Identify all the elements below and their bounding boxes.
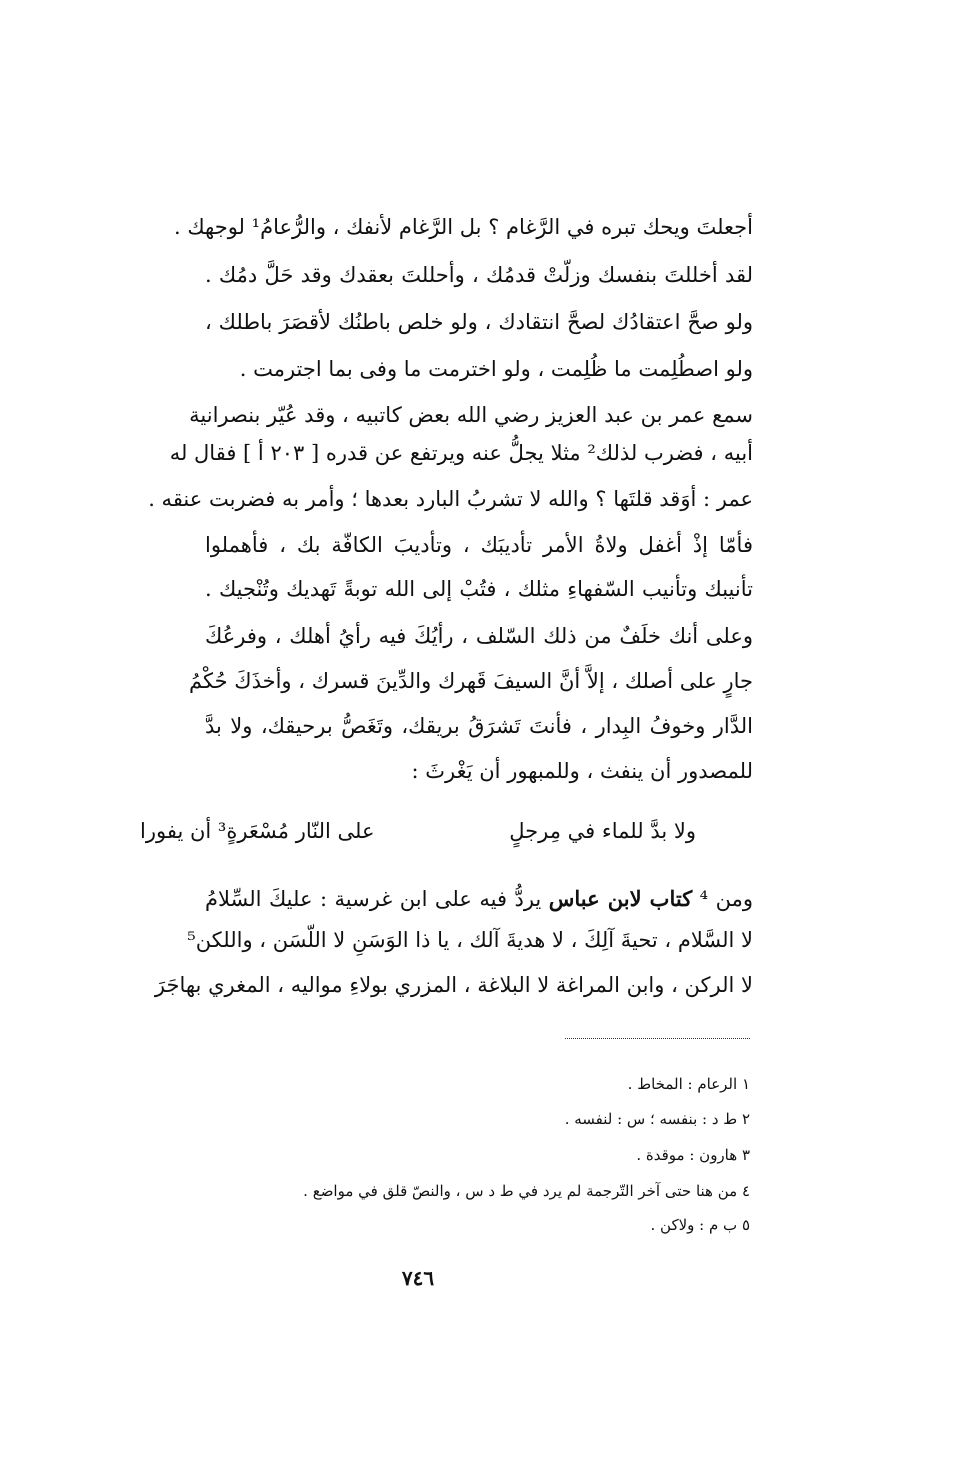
footnote-separator: [565, 1038, 750, 1039]
footnote-item: ٣ هارون : موقدة .: [636, 1146, 750, 1164]
text-line: لا السَّلام ، تحيةَ آلِكَ ، لا هديةَ آلك ، يا ذا الوَسَنِ لا اللّسَن ، واللكن⁵: [187, 928, 753, 952]
text-line: وعلى أنك خلَفٌ من ذلك السّلف ، رأيُكَ فيه رأيُ أهلك ، وفرعُكَ: [205, 624, 753, 648]
text-line: لقد أخللتَ بنفسك وزلّتْ قدمُك ، وأحللتَ بعقدك وقد حَلَّ دمُك .: [205, 263, 753, 287]
page-number: ٧٤٦: [401, 1266, 435, 1290]
footnote-marker: ⁴: [699, 887, 709, 911]
text-line: جارٍ على أصلك ، إلاَّ أنَّ السيفَ قَهرك والدِّينَ قسرك ، وأخذَكَ حُكْمُ: [189, 669, 753, 693]
section-title: كتاب لابن عباس: [548, 886, 693, 911]
poetry-verse: [140, 814, 696, 848]
text-line: أجعلتَ ويحك تبره في الرَّغام ؟ بل الرَّغام لأنفك ، والرُّعامُ¹ لوجهك .: [174, 215, 753, 239]
text-line: ولو صحَّ اعتقادُك لصحَّ انتقادك ، ولو خلص باطنُك لأقصَرَ باطلك ،: [205, 310, 753, 334]
text-line: [205, 884, 753, 914]
verse-first-hemistich: ولا بدَّ للماء في مِرجلٍ: [509, 819, 696, 843]
footnote-item: ٢ ط د : بنفسه ؛ س : لنفسه .: [564, 1110, 750, 1128]
paragraph-lead: ومن: [715, 887, 753, 911]
verse-second-hemistich: على النّار مُسْعَرةٍ³ أن يفورا: [140, 819, 375, 843]
text-line: ولو اصطُلِمت ما ظُلِمت ، ولو اخترمت ما وفى بما اجترمت .: [239, 357, 753, 381]
paragraph-text: يردُّ فيه على ابن غرسية : عليكَ السِّلامُ: [205, 887, 542, 911]
text-line: تأنيبك وتأنيب السّفهاءِ مثلك ، فتُبْ إلى الله توبةً تَهديك وتُنْجيك .: [205, 577, 753, 601]
text-line: الدَّار وخوفُ البِدار ، فأنتَ تَشرَقُ بريقك، وتَغَصُّ برحيقك، ولا بدَّ: [205, 714, 753, 738]
text-line: عمر : أوَقد قلتَها ؟ والله لا تشربُ البارد بعدها ؛ وأمر به فضربت عنقه .: [148, 487, 753, 511]
text-line: فأمّا إذْ أغفل ولاةُ الأمر تأديبَك ، وتأديبَ الكافّة بك ، فأهملوا: [205, 533, 753, 557]
footnote-item: ١ الرعام : المخاط .: [627, 1075, 750, 1093]
footnote-item: ٥ ب م : ولاكن .: [650, 1216, 750, 1234]
text-line: للمصدور أن ينفث ، وللمبهور أن يَغْرثَ :: [411, 759, 753, 783]
text-line: أبيه ، فضرب لذلك² مثلا يجلُّ عنه ويرتفع عن قدره [ ٢٠٣ أ ] فقال له: [169, 441, 753, 465]
text-line: سمع عمر بن عبد العزيز رضي الله بعض كاتبيه ، وقد عُيّر بنصرانية: [189, 403, 753, 427]
text-line: لا الركن ، وابن المراغة لا البلاغة ، المزري بولاءِ مواليه ، المغري بهاجَرَ: [154, 973, 753, 997]
footnote-item: ٤ من هنا حتى آخر التّرجمة لم يرد في ط د س ، والنصّ قلق في مواضع .: [303, 1182, 750, 1200]
